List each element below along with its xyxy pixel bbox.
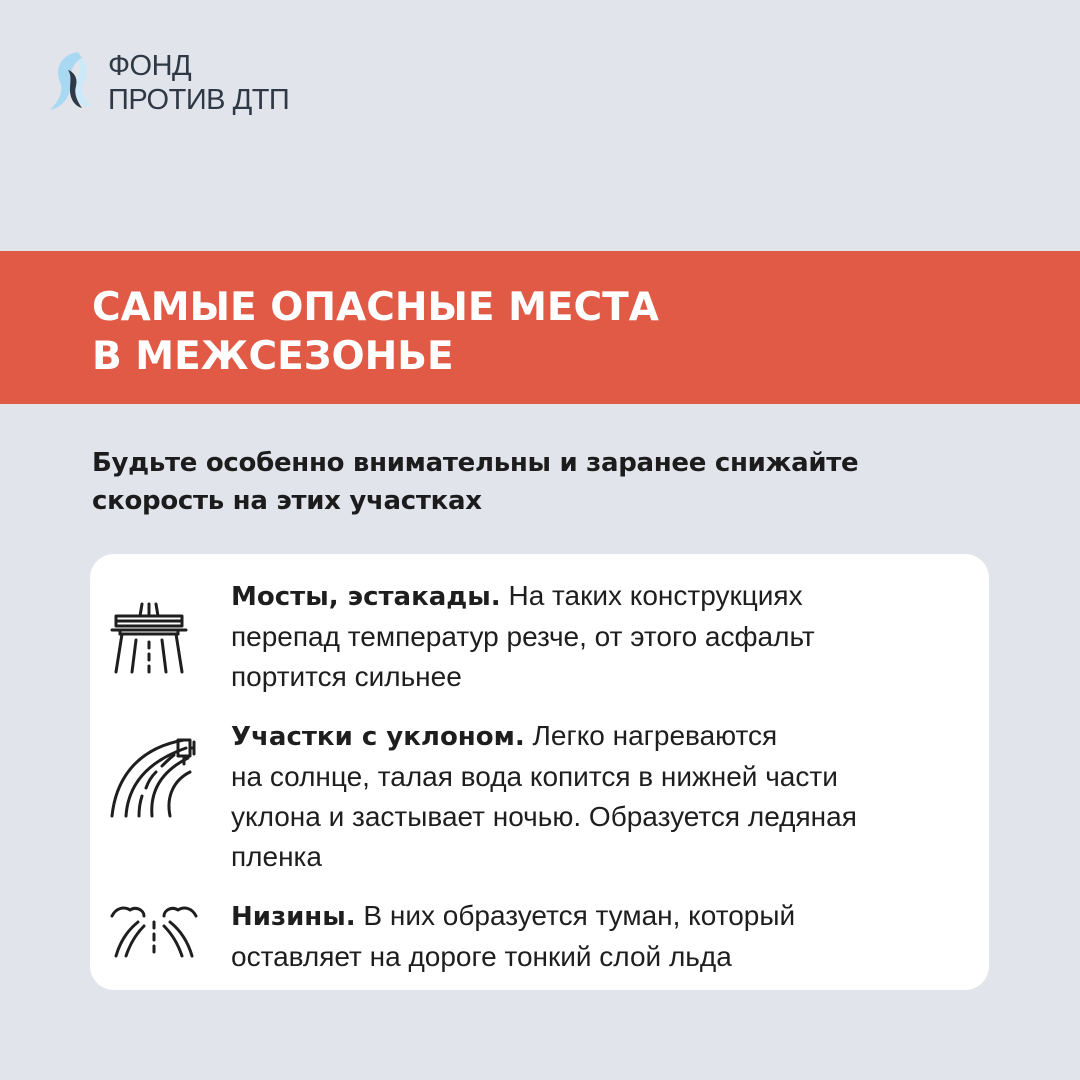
item-text (231, 576, 971, 697)
item-line-2: оставляет на дороге тонкий слой льда (231, 941, 732, 972)
title-line-1: САМЫЕ ОПАСНЫЕ МЕСТА (92, 285, 659, 330)
item-lead: Низины. (231, 902, 356, 932)
logo-text (108, 49, 289, 117)
logo (48, 48, 289, 118)
item-lead: Участки с уклоном. (231, 722, 525, 752)
logo-line-1: ФОНД (108, 50, 192, 82)
page-title (92, 283, 659, 381)
slope-road-icon (108, 728, 200, 820)
item-line-4: пленка (231, 841, 322, 872)
subtitle (92, 444, 858, 520)
logo-line-2: ПРОТИВ ДТП (108, 84, 290, 116)
item-line-1: Легко нагреваются (524, 720, 778, 751)
bridge-icon (108, 600, 190, 676)
item-text (231, 896, 971, 977)
item-line-2: на солнце, талая вода копится в нижней части (231, 761, 838, 792)
lowland-road-icon (108, 902, 200, 960)
item-lead: Мосты, эстакады. (231, 582, 501, 612)
info-card (90, 554, 989, 990)
title-banner (0, 251, 1080, 404)
item-line-1: В них образуется туман, который (355, 900, 796, 931)
item-line-3: портится сильнее (231, 661, 462, 692)
item-line-1: На таких конструкциях (500, 580, 803, 611)
subtitle-line-1: Будьте особенно внимательны и заранее снижайте (92, 448, 859, 478)
item-line-2: перепад температур резче, от этого асфальт (231, 621, 815, 652)
ribbon-logo-icon (48, 48, 96, 118)
item-line-3: уклона и застывает ночью. Образуется ледяная (231, 801, 857, 832)
subtitle-line-2: скорость на этих участках (92, 486, 482, 516)
item-text (231, 716, 971, 877)
title-line-2: В МЕЖСЕЗОНЬЕ (92, 334, 454, 379)
